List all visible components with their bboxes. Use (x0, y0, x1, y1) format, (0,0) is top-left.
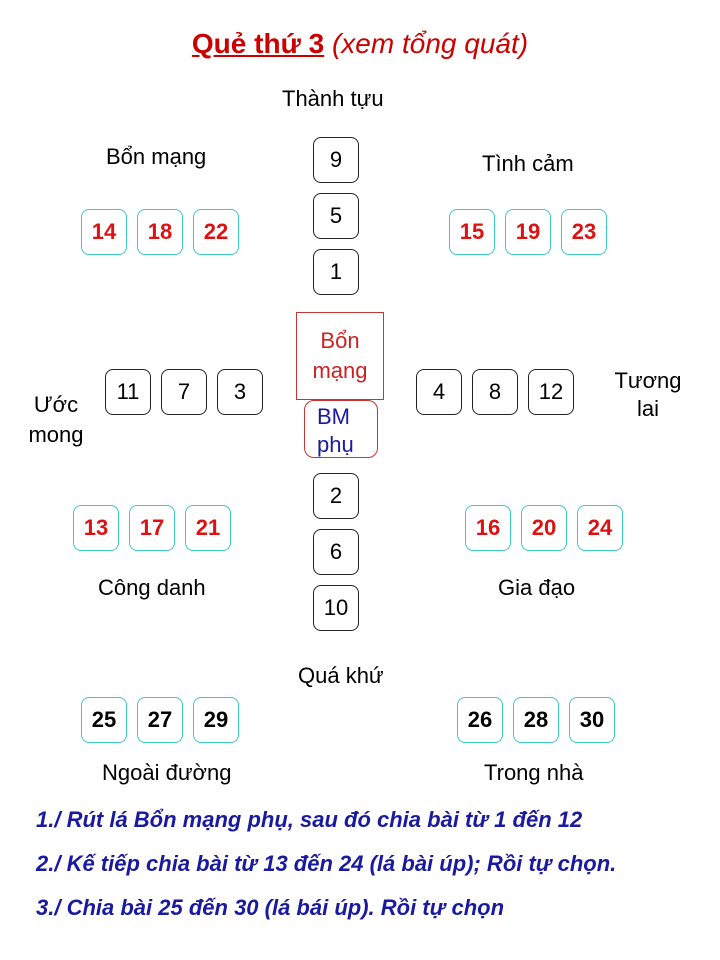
label-tuong-lai-line2: lai (636, 396, 659, 421)
label-uoc-mong-line1: Ước (33, 392, 79, 417)
page-title (0, 28, 720, 60)
card-12: 12 (528, 369, 574, 415)
ban-mang-box (296, 312, 384, 400)
title-subtitle: (xem tổng quát) (331, 28, 529, 59)
card-29: 29 (193, 697, 239, 743)
label-tinh-cam: Tình cảm (482, 151, 574, 176)
label-tuong-lai (606, 367, 690, 423)
card-24: 24 (577, 505, 623, 551)
card-5: 5 (313, 193, 359, 239)
ban-mang-box-line1: Bổn (320, 328, 360, 353)
label-trong-nha: Trong nhà (484, 760, 584, 785)
instruction-1: 1./ Rút lá Bổn mạng phụ, sau đó chia bài từ 1 đến 12 (36, 807, 583, 832)
card-25: 25 (81, 697, 127, 743)
label-cong-danh: Công danh (98, 575, 206, 600)
card-3: 3 (217, 369, 263, 415)
card-13: 13 (73, 505, 119, 551)
card-16: 16 (465, 505, 511, 551)
card-15: 15 (449, 209, 495, 255)
card-28: 28 (513, 697, 559, 743)
card-23: 23 (561, 209, 607, 255)
card-2: 2 (313, 473, 359, 519)
label-uoc-mong-line2: mong (28, 422, 84, 447)
card-9: 9 (313, 137, 359, 183)
card-19: 19 (505, 209, 551, 255)
card-14: 14 (81, 209, 127, 255)
instruction-3: 3./ Chia bài 25 đến 30 (lá bái úp). Rồi tự chọn (36, 895, 505, 920)
ban-mang-box-line2: mạng (312, 358, 368, 383)
card-27: 27 (137, 697, 183, 743)
label-tuong-lai-line1: Tương (614, 368, 682, 393)
label-ngoai-duong: Ngoài đường (102, 760, 232, 785)
card-20: 20 (521, 505, 567, 551)
card-6: 6 (313, 529, 359, 575)
label-uoc-mong (20, 390, 92, 450)
label-gia-dao: Gia đạo (498, 575, 576, 600)
bm-phu-box-line1: BM (317, 404, 350, 429)
card-8: 8 (472, 369, 518, 415)
card-4: 4 (416, 369, 462, 415)
label-thanh-tuu: Thành tựu (282, 86, 384, 111)
title-main: Quẻ thứ 3 (191, 28, 325, 59)
card-18: 18 (137, 209, 183, 255)
bm-phu-box (304, 400, 378, 458)
card-10: 10 (313, 585, 359, 631)
label-ban-mang: Bổn mạng (106, 144, 207, 169)
card-11: 11 (105, 369, 151, 415)
card-26: 26 (457, 697, 503, 743)
card-30: 30 (569, 697, 615, 743)
instruction-2: 2./ Kế tiếp chia bài từ 13 đến 24 (lá bài úp); Rồi tự chọn. (36, 851, 617, 876)
card-7: 7 (161, 369, 207, 415)
card-22: 22 (193, 209, 239, 255)
card-1: 1 (313, 249, 359, 295)
bm-phu-box-line2: phụ (317, 432, 354, 457)
card-21: 21 (185, 505, 231, 551)
card-17: 17 (129, 505, 175, 551)
label-qua-khu: Quá khứ (298, 663, 384, 688)
